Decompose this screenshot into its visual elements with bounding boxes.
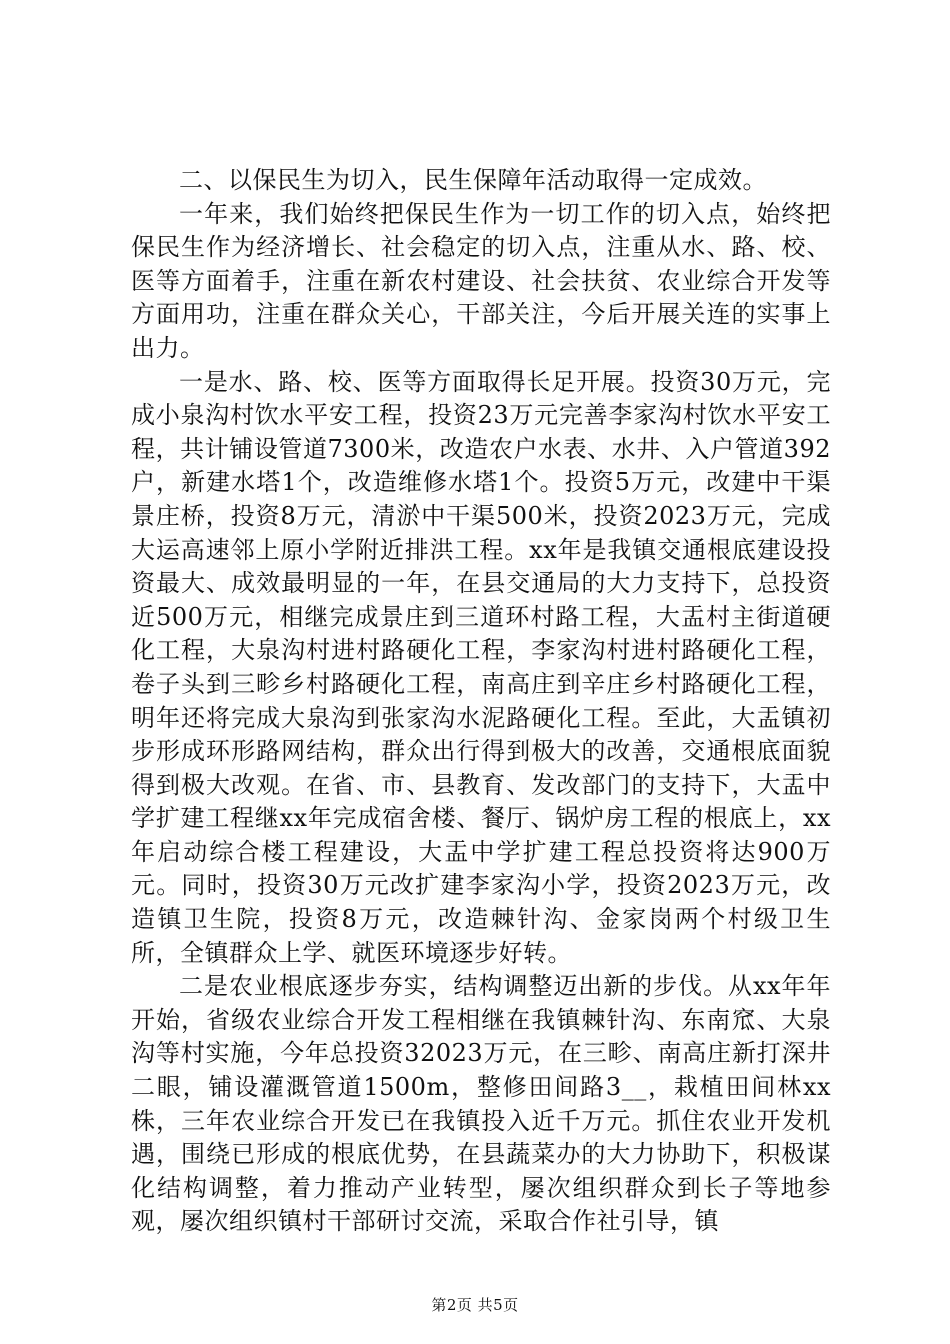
section-heading: 二、以保民生为切入，民生保障年活动取得一定成效。 — [179, 166, 767, 194]
paragraph-intro: 一年来，我们始终把保民生作为一切工作的切入点，始终把保民生作为经济增长、社会稳定的切入点，注重从水、路、校、医等方面着手，注重在新农村建设、社会扶贫、农业综合开发等方面用功，注重在群众关心，干部关注，今后开展关连的实事上出力。 — [131, 199, 831, 362]
paragraph-infrastructure: 一是水、路、校、医等方面取得长足开展。投资30万元，完成小泉沟村饮水平安工程，投资23万元完善李家沟村饮水平安工程，共计铺设管道7300米，改造农户水表、水井、入户管道392户，新建水塔1个，改造维修水塔1个。投资5万元，改建中干渠景庄桥，投资8万元，清淤中干渠500米，投资2023万元，完成大运高速邻上原小学附近排洪工程。xx年是我镇交通根底建设投资最大、成效最明显的一年，在县交通局的大力支持下，总投资近500万元，相继完成景庄到三道环村路工程，大盂村主街道硬化工程，大泉沟村进村路硬化工程，李家沟村进村路硬化工程，卷子头到三畛乡村路硬化工程，南高庄到辛庄乡村路硬化工程，明年还将完成大泉沟到张家沟水泥路硬化工程。至此，大盂镇初步形成环形路网结构，群众出行得到极大的改善，交通根底面貌得到极大改观。在省、市、县教育、发改部门的支持下，大盂中学扩建工程继xx年完成宿舍楼、餐厅、锅炉房工程的根底上，xx年启动综合楼工程建设，大盂中学扩建工程总投资将达900万元。同时，投资30万元改扩建李家沟小学，投资2023万元，改造镇卫生院，投资8万元，改造棘针沟、金家岗两个村级卫生所，全镇群众上学、就医环境逐步好转。 — [131, 367, 831, 967]
document-body — [131, 164, 831, 1239]
paragraph-agriculture: 二是农业根底逐步夯实，结构调整迈出新的步伐。从xx年年开始，省级农业综合开发工程相继在我镇棘针沟、东南窊、大泉沟等村实施，今年总投资32023万元，在三畛、南高庄新打深井二眼，铺设灌溉管道1500m，整修田间路3__，栽植田间林xx株，三年农业综合开发已在我镇投入近千万元。抓住农业开发机遇，围绕已形成的根底优势，在县蔬菜办的大力协助下，积极谋化结构调整，着力推动产业转型，屡次组织群众到长子等地参观，屡次组织镇村干部研讨交流，采取合作社引导，镇 — [131, 972, 831, 1236]
page-number-footer: 第2页 共5页 — [431, 1296, 519, 1314]
